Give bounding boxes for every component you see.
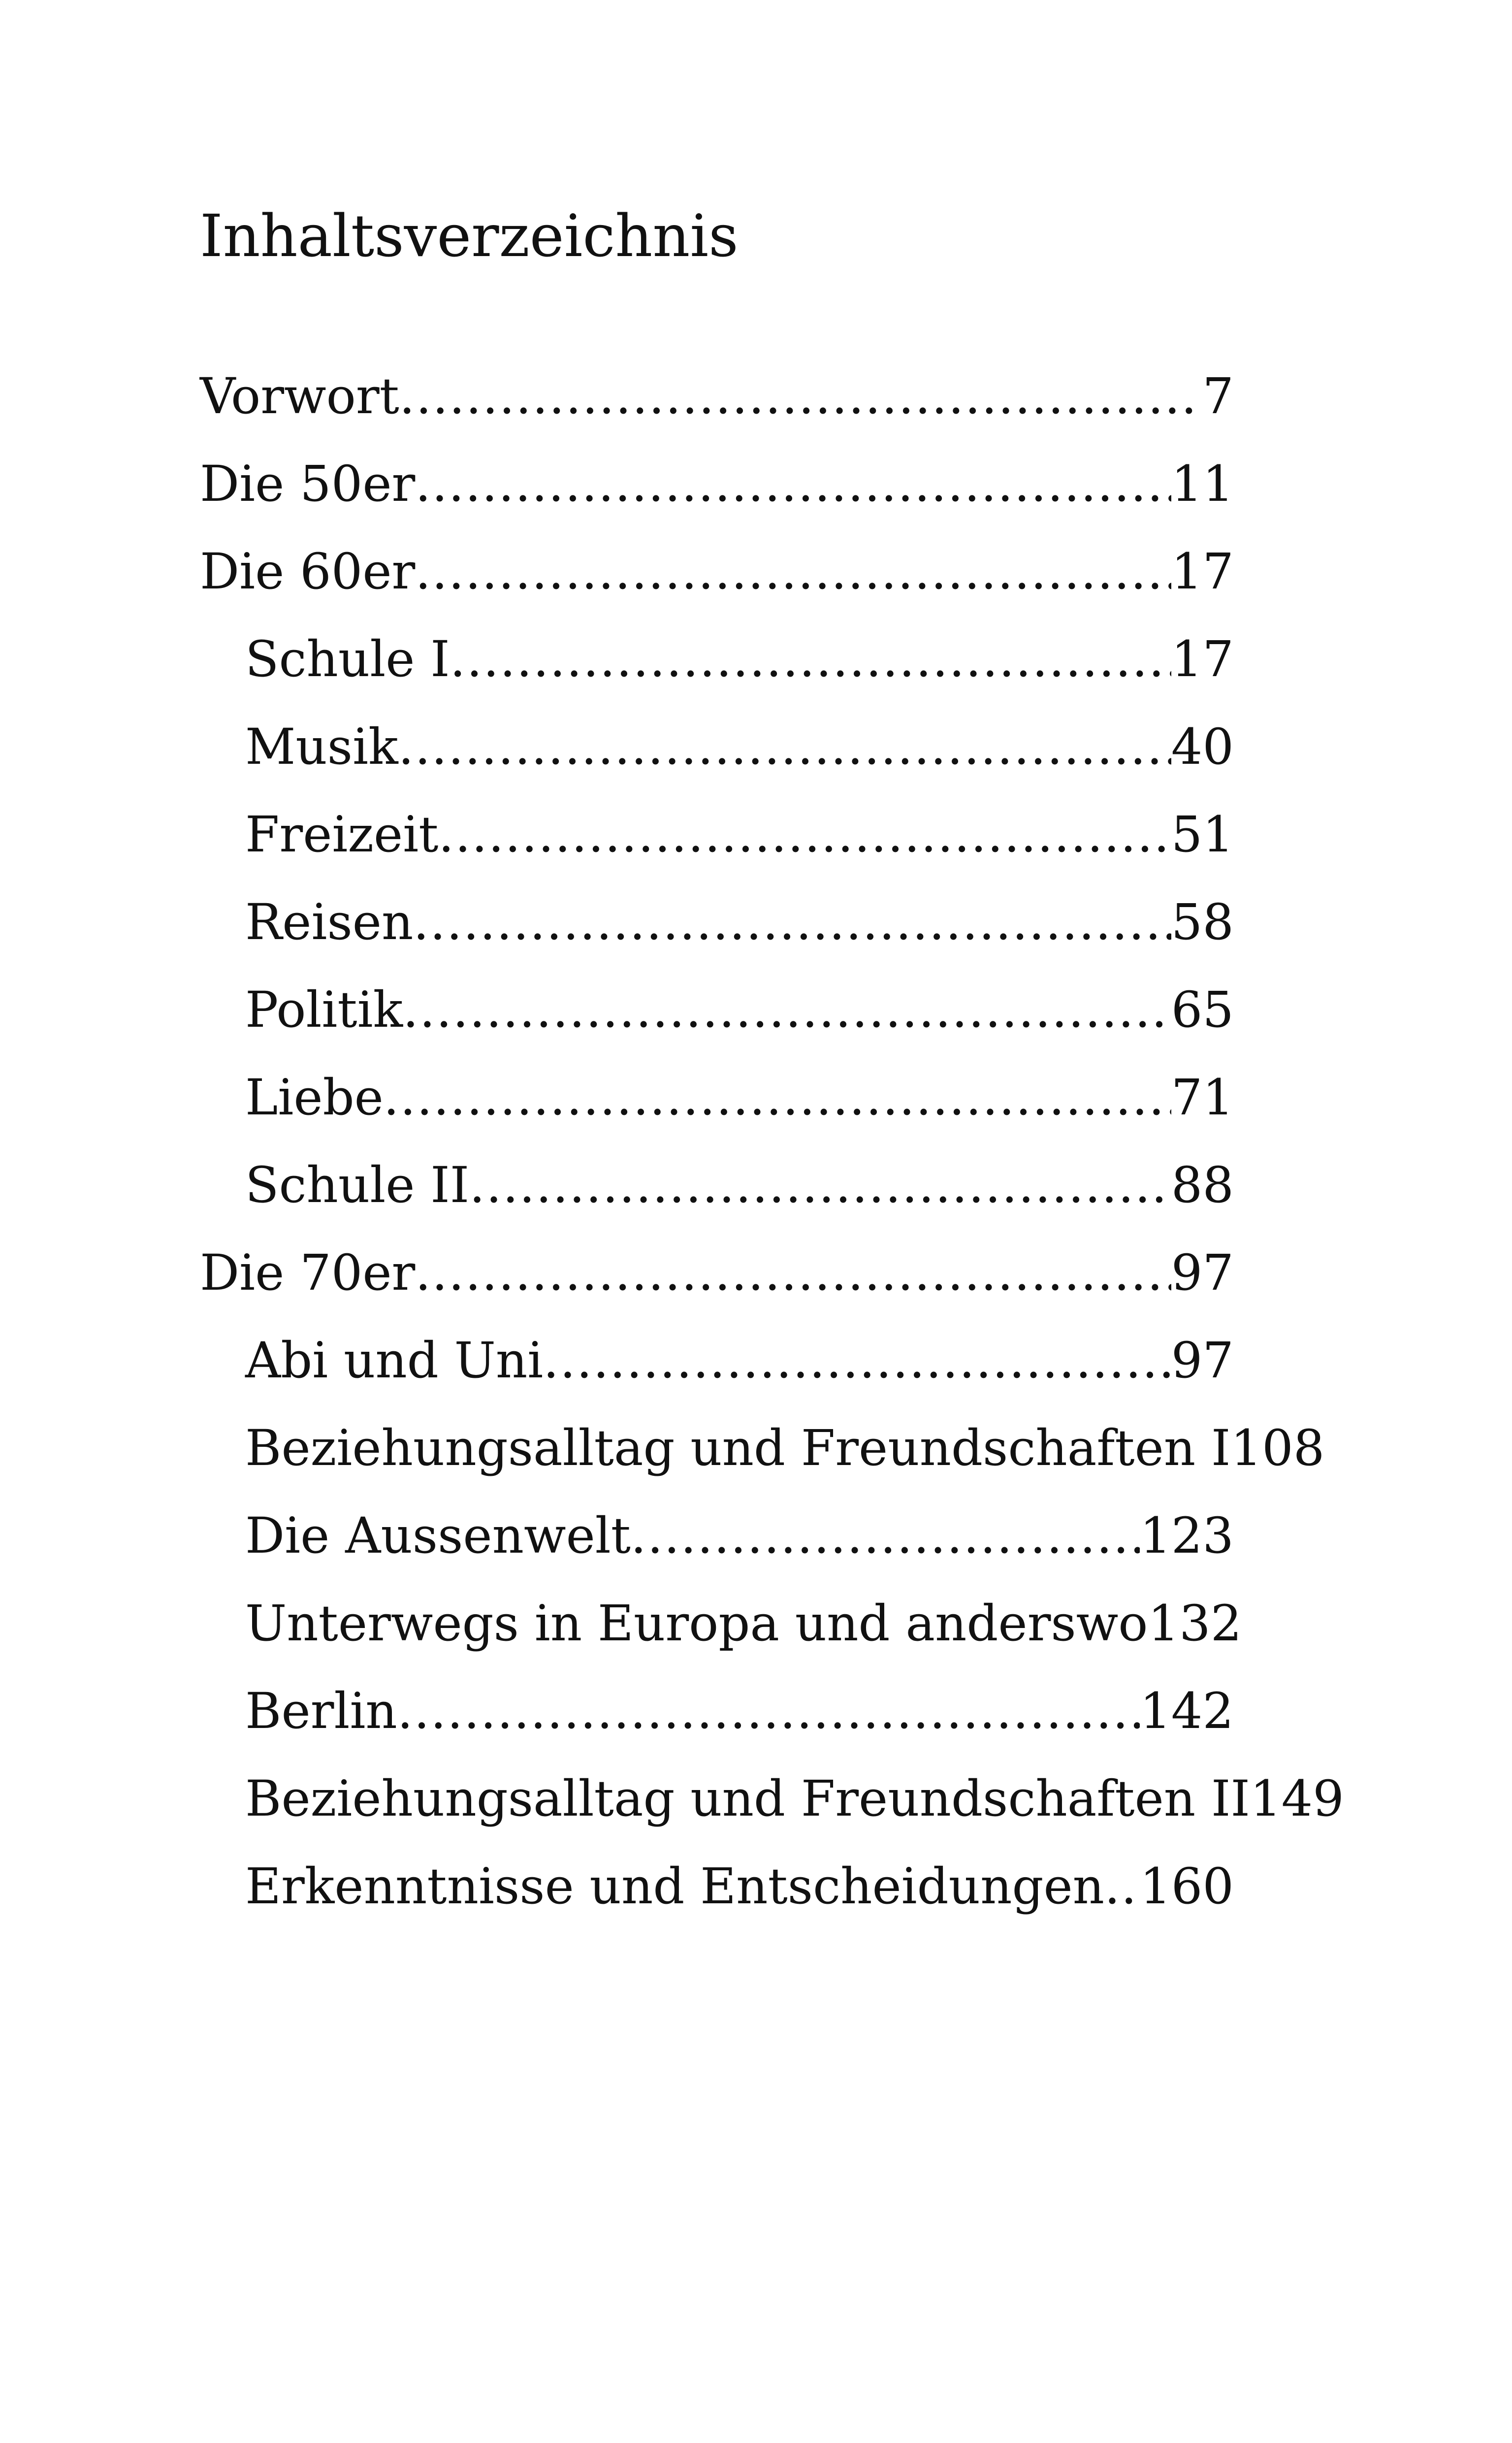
toc-entry-label: Musik	[245, 718, 398, 776]
dot-leader	[415, 459, 1171, 509]
toc-entry-label: Vorwort	[200, 367, 399, 425]
toc-entry-page: 160	[1140, 1857, 1234, 1915]
toc-entry-page: 40	[1171, 718, 1234, 776]
toc-entry-label: Beziehungsalltag und Freundschaften I	[245, 1419, 1231, 1477]
dot-leader	[450, 635, 1171, 684]
toc-entry-page: 51	[1171, 806, 1234, 863]
toc-entry-label: Schule I	[245, 630, 450, 688]
dot-leader	[469, 1161, 1171, 1210]
dot-leader	[399, 372, 1203, 421]
toc-entry[interactable]	[200, 718, 1234, 810]
toc-entry-page: 149	[1250, 1770, 1344, 1827]
toc-entry-page: 17	[1171, 543, 1234, 600]
toc-entry-page: 97	[1171, 1244, 1234, 1302]
toc-entry[interactable]	[200, 1682, 1234, 1774]
dot-leader	[1104, 1862, 1140, 1911]
toc-entry[interactable]	[200, 455, 1234, 547]
toc-entry-page: 11	[1171, 455, 1234, 513]
dot-leader	[403, 985, 1171, 1035]
toc-entry-page: 132	[1148, 1595, 1242, 1652]
toc-entry-label: Beziehungsalltag und Freundschaften II	[245, 1770, 1250, 1827]
dot-leader	[398, 722, 1171, 772]
dot-leader	[384, 1073, 1171, 1122]
page-title: Inhaltsverzeichnis	[200, 202, 739, 270]
toc-entry-page: 123	[1140, 1507, 1234, 1564]
toc-entry[interactable]	[200, 1332, 1234, 1424]
dot-leader	[438, 810, 1171, 859]
toc-entry-label: Erkenntnisse und Entscheidungen	[245, 1857, 1105, 1915]
toc-entry-page: 58	[1171, 893, 1234, 951]
toc-entry-label: Die Aussenwelt	[245, 1507, 631, 1564]
dot-leader	[543, 1336, 1171, 1385]
toc-entry-page: 88	[1171, 1156, 1234, 1214]
toc-entry[interactable]	[200, 1857, 1234, 1950]
dot-leader	[415, 547, 1171, 596]
toc-entry[interactable]	[200, 630, 1234, 722]
toc-entry-label: Die 60er	[200, 543, 416, 600]
toc-entry[interactable]	[200, 1507, 1234, 1599]
toc-entry[interactable]	[200, 1069, 1234, 1161]
toc-entry-label: Schule II	[245, 1156, 470, 1214]
toc-entry-page: 17	[1171, 630, 1234, 688]
toc-entry[interactable]	[200, 806, 1234, 898]
toc-entry-label: Abi und Uni	[245, 1332, 544, 1389]
toc-entry[interactable]	[200, 1419, 1325, 1511]
toc-entry-label: Berlin	[245, 1682, 397, 1740]
toc-entry-label: Die 50er	[200, 455, 416, 513]
dot-leader	[413, 898, 1171, 947]
dot-leader	[631, 1511, 1140, 1561]
toc-entry-label: Politik	[245, 981, 403, 1039]
toc-entry[interactable]	[200, 1244, 1234, 1336]
toc-entry[interactable]	[200, 367, 1234, 459]
toc-entry-page: 65	[1171, 981, 1234, 1039]
dot-leader	[397, 1687, 1140, 1736]
toc-entry-label: Freizeit	[245, 806, 439, 863]
toc-entry[interactable]	[200, 981, 1234, 1073]
toc-entry-page: 71	[1171, 1069, 1234, 1126]
toc-entry[interactable]	[200, 893, 1234, 985]
toc-entry[interactable]	[200, 1595, 1242, 1687]
table-of-contents	[200, 367, 1344, 1950]
toc-entry-label: Reisen	[245, 893, 414, 951]
toc-entry[interactable]	[200, 1156, 1234, 1248]
toc-entry-label: Liebe	[245, 1069, 384, 1126]
toc-entry-label: Die 70er	[200, 1244, 416, 1302]
dot-leader	[415, 1248, 1171, 1298]
toc-entry-page: 142	[1140, 1682, 1234, 1740]
toc-entry-page: 7	[1202, 367, 1234, 425]
toc-entry-page: 108	[1230, 1419, 1325, 1477]
toc-entry-label: Unterwegs in Europa und anderswo	[245, 1595, 1148, 1652]
toc-entry[interactable]	[200, 543, 1234, 635]
toc-entry[interactable]	[200, 1770, 1344, 1862]
toc-entry-page: 97	[1171, 1332, 1234, 1389]
